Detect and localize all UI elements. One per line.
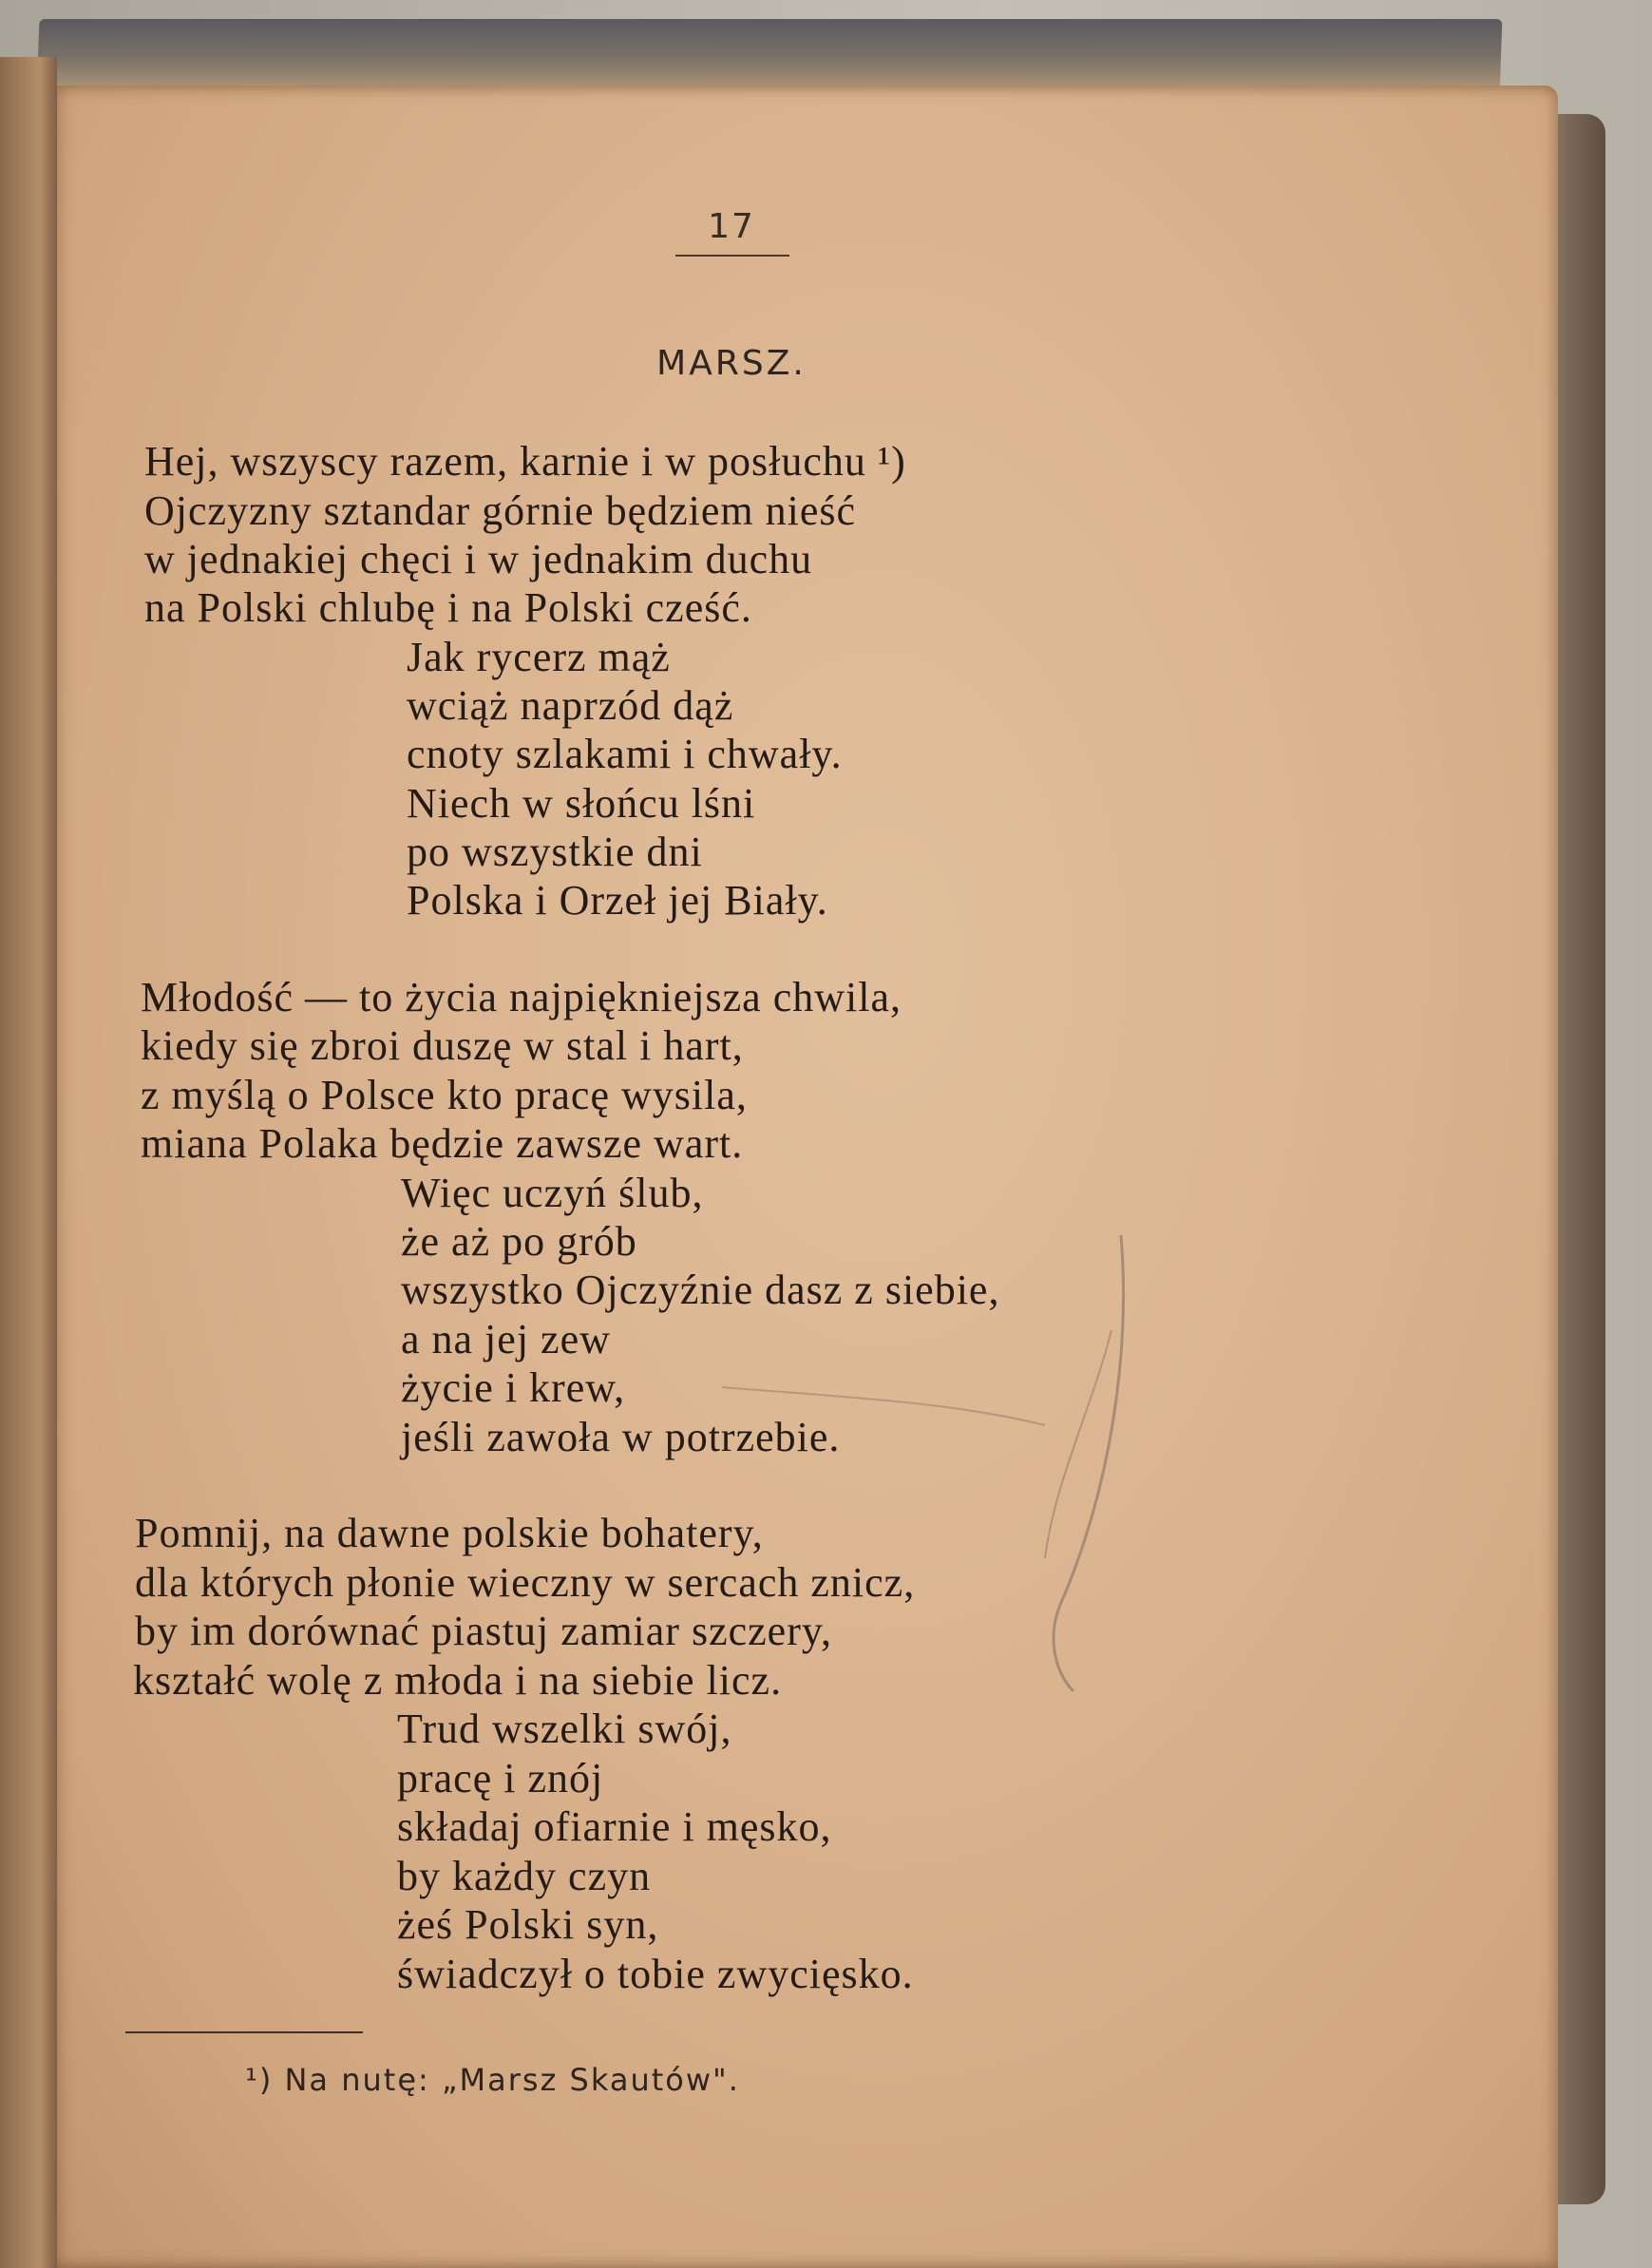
poem-line: składaj ofiarnie i męsko, bbox=[397, 1803, 832, 1850]
poem-line: na Polski chlubę i na Polski cześć. bbox=[144, 584, 752, 631]
poem-line: wciąż naprzód dąż bbox=[407, 682, 734, 729]
poem-line: Jak rycerz mąż bbox=[407, 634, 671, 680]
poem-line: cnoty szlakami i chwały. bbox=[407, 731, 843, 777]
poem-line: Trud wszelki swój, bbox=[397, 1706, 732, 1752]
poem-line: kształć wolę z młoda i na siebie licz. bbox=[133, 1657, 783, 1704]
poem-line: a na jej zew bbox=[401, 1316, 611, 1363]
page-number: 17 bbox=[708, 207, 755, 246]
poem-line: kiedy się zbroi duszę w stal i hart, bbox=[141, 1022, 744, 1069]
poem-title: MARSZ. bbox=[656, 344, 807, 383]
poem-line: Więc uczyń ślub, bbox=[401, 1170, 704, 1216]
poem-line: jeśli zawoła w potrzebie. bbox=[401, 1414, 841, 1460]
poem-line: świadczył o tobie zwycięsko. bbox=[397, 1951, 914, 1997]
poem-line: by im dorównać piastuj zamiar szczery, bbox=[135, 1608, 832, 1654]
poem-line: Hej, wszyscy razem, karnie i w posłuchu ¹) bbox=[144, 438, 906, 485]
poem-line: miana Polaka będzie zawsze wart. bbox=[141, 1120, 744, 1167]
poem-line: by każdy czyn bbox=[397, 1853, 652, 1899]
poem-line: wszystko Ojczyźnie dasz z siebie, bbox=[401, 1267, 1000, 1313]
poem-line: że aż po grób bbox=[401, 1218, 637, 1265]
poem-line: dla których płonie wieczny w sercach znicz, bbox=[135, 1559, 916, 1606]
poem-line: w jednakiej chęci i w jednakim duchu bbox=[144, 536, 813, 582]
poem-line: Polska i Orzeł jej Biały. bbox=[407, 877, 828, 924]
poem-line: życie i krew, bbox=[401, 1364, 626, 1411]
poem-line: Pomnij, na dawne polskie bohatery, bbox=[135, 1510, 764, 1556]
poem-line: żeś Polski syn, bbox=[397, 1901, 659, 1948]
poem-line: Ojczyzny sztandar górnie będziem nieść bbox=[144, 487, 857, 534]
poem-line: pracę i znój bbox=[397, 1755, 604, 1801]
footnote: ¹) Na nutę: „Marsz Skautów". bbox=[245, 2062, 740, 2098]
poem-line: po wszystkie dni bbox=[407, 829, 703, 875]
poem-line: Młodość — to życia najpiękniejsza chwila, bbox=[141, 974, 902, 1020]
poem-line: Niech w słońcu lśni bbox=[407, 780, 756, 827]
poem-line: z myślą o Polsce kto pracę wysila, bbox=[141, 1072, 748, 1118]
